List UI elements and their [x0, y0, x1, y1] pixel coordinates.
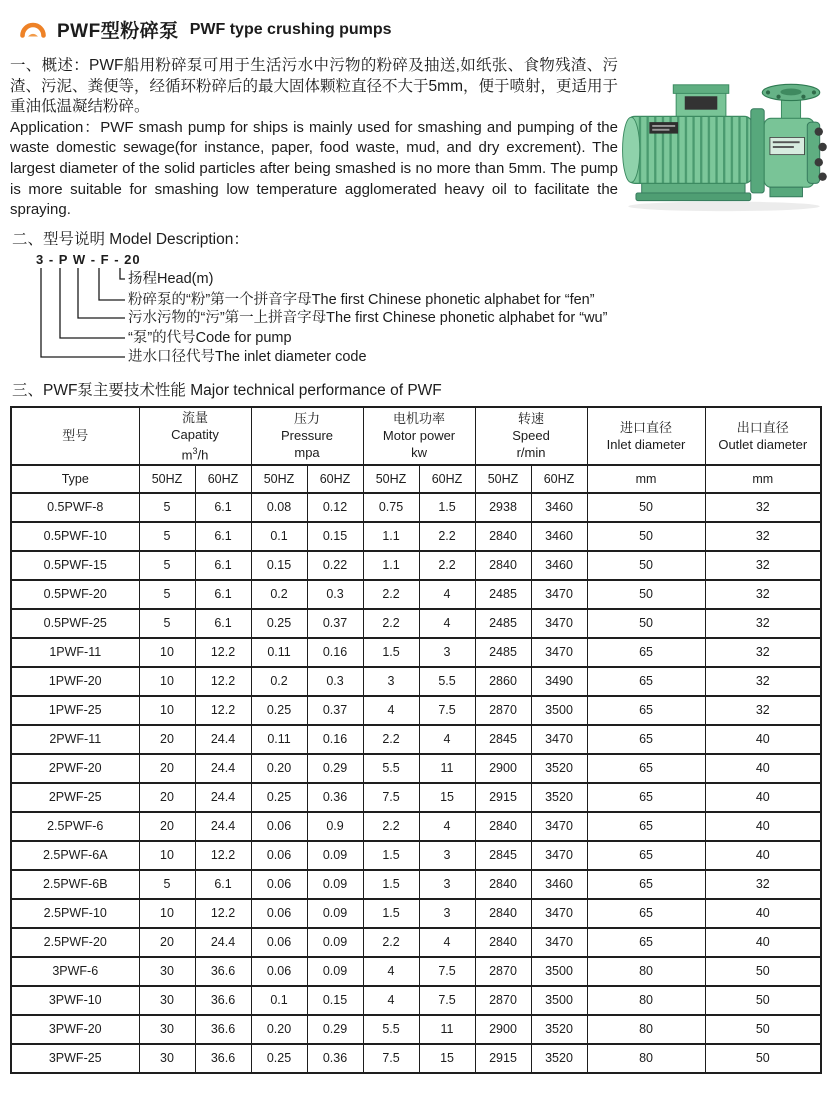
- unit-mm: mm: [587, 465, 705, 493]
- spec-cell: 0.16: [307, 725, 363, 754]
- spec-cell: 0.3: [307, 667, 363, 696]
- spec-cell: 5: [139, 522, 195, 551]
- spec-cell: 12.2: [195, 638, 251, 667]
- spec-cell: 11: [419, 754, 475, 783]
- spec-cell: 0.06: [251, 841, 307, 870]
- spec-cell: 50: [705, 957, 821, 986]
- spec-cell: 2938: [475, 493, 531, 522]
- col-type-label: Type: [11, 465, 139, 493]
- spec-cell: 50: [587, 522, 705, 551]
- hz-50: 50HZ: [363, 465, 419, 493]
- spec-cell: 1.5: [363, 841, 419, 870]
- spec-cell: 0.9: [307, 812, 363, 841]
- spec-cell: 36.6: [195, 957, 251, 986]
- spec-cell: 10: [139, 638, 195, 667]
- spec-cell: 2.2: [363, 812, 419, 841]
- spec-cell: 7.5: [363, 783, 419, 812]
- spec-cell: 2840: [475, 522, 531, 551]
- spec-cell: 1.5: [363, 870, 419, 899]
- spec-cell: 3: [419, 870, 475, 899]
- spec-cell: 2860: [475, 667, 531, 696]
- spec-cell: 30: [139, 1015, 195, 1044]
- col-motor-power: 电机功率 Motor power kw: [363, 407, 475, 465]
- spec-cell: 3520: [531, 783, 587, 812]
- spec-cell: 0.2: [251, 667, 307, 696]
- spec-cell: 6.1: [195, 870, 251, 899]
- table-row: [11, 522, 821, 551]
- spec-cell: 2870: [475, 957, 531, 986]
- model-label-inlet: 进水口径代号The inlet diameter code: [128, 348, 367, 365]
- spec-cell: 1.1: [363, 522, 419, 551]
- spec-cell: 7.5: [363, 1044, 419, 1073]
- spec-cell: 65: [587, 754, 705, 783]
- spec-cell: 5: [139, 493, 195, 522]
- spec-cell: 32: [705, 580, 821, 609]
- overview-paragraph-en: Application：PWF smash pump for ships is mainly used for smashing and pumping of the waste domestic sewage(for instance, paper, food waste, mud, and dry excrement). The largest diameter of the solid particles after being smashed is no more than 5mm. The pump is more suitable for smashing low temperature agglomerated heavy oil to facilitate the spraying.: [10, 118, 618, 219]
- spec-cell: 32: [705, 667, 821, 696]
- spec-cell: 0.11: [251, 725, 307, 754]
- model-cell: 3PWF-10: [11, 986, 139, 1015]
- col-inlet-diameter: 进口直径 Inlet diameter: [587, 407, 705, 465]
- model-code: 3 - P W - F - 20: [36, 251, 141, 267]
- spec-cell: 0.12: [307, 493, 363, 522]
- spec-cell: 4: [363, 986, 419, 1015]
- spec-cell: 4: [419, 812, 475, 841]
- model-cell: 2.5PWF-6A: [11, 841, 139, 870]
- spec-cell: 50: [705, 986, 821, 1015]
- spec-cell: 40: [705, 928, 821, 957]
- spec-cell: 0.2: [251, 580, 307, 609]
- spec-cell: 0.37: [307, 609, 363, 638]
- spec-cell: 0.06: [251, 957, 307, 986]
- col-outlet-diameter: 出口直径 Outlet diameter: [705, 407, 821, 465]
- spec-cell: 6.1: [195, 551, 251, 580]
- table-row: [11, 812, 821, 841]
- table-row: [11, 957, 821, 986]
- spec-cell: 2.2: [363, 928, 419, 957]
- spec-cell: 12.2: [195, 667, 251, 696]
- spec-cell: 20: [139, 812, 195, 841]
- spec-cell: 0.29: [307, 754, 363, 783]
- spec-cell: 80: [587, 957, 705, 986]
- table-row: [11, 551, 821, 580]
- spec-cell: 3470: [531, 812, 587, 841]
- spec-cell: 2.2: [363, 580, 419, 609]
- model-cell: 3PWF-6: [11, 957, 139, 986]
- header-row-groups: [11, 407, 821, 465]
- spec-cell: 0.20: [251, 1015, 307, 1044]
- unit-mm: mm: [705, 465, 821, 493]
- overview-paragraph-zh: 一、概述：PWF船用粉碎泵可用于生活污水中污物的粉碎及抽送,如纸张、食物残渣、污渣、污泥、粪便等，经循环粉碎后的最大固体颗粒直径不大于5mm，便于喷射，更适用于重油低温凝结粉碎。: [10, 57, 618, 116]
- spec-cell: 0.75: [363, 493, 419, 522]
- model-cell: 3PWF-25: [11, 1044, 139, 1073]
- table-row: [11, 609, 821, 638]
- table-row: [11, 1015, 821, 1044]
- spec-cell: 3490: [531, 667, 587, 696]
- model-code-diagram: [10, 252, 820, 370]
- spec-cell: 0.15: [307, 986, 363, 1015]
- spec-cell: 4: [419, 580, 475, 609]
- hz-60: 60HZ: [419, 465, 475, 493]
- spec-cell: 2845: [475, 725, 531, 754]
- spec-cell: 20: [139, 725, 195, 754]
- spec-cell: 2840: [475, 870, 531, 899]
- spec-cell: 0.06: [251, 928, 307, 957]
- spec-cell: 0.22: [307, 551, 363, 580]
- spec-cell: 24.4: [195, 754, 251, 783]
- table-row: [11, 667, 821, 696]
- spec-cell: 50: [587, 551, 705, 580]
- spec-cell: 40: [705, 783, 821, 812]
- model-label-head: 扬程Head(m): [128, 270, 214, 287]
- model-cell: 2.5PWF-6B: [11, 870, 139, 899]
- spec-cell: 40: [705, 899, 821, 928]
- page-title-en: PWF type crushing pumps: [189, 20, 392, 38]
- spec-cell: 20: [139, 754, 195, 783]
- spec-cell: 1.5: [363, 638, 419, 667]
- spec-cell: 6.1: [195, 609, 251, 638]
- spec-cell: 65: [587, 928, 705, 957]
- spec-cell: 4: [419, 928, 475, 957]
- spec-cell: 0.20: [251, 754, 307, 783]
- pump-photo: [618, 80, 830, 221]
- spec-cell: 50: [705, 1015, 821, 1044]
- model-cell: 2PWF-25: [11, 783, 139, 812]
- spec-cell: 2840: [475, 551, 531, 580]
- col-speed: 转速 Speed r/min: [475, 407, 587, 465]
- table-row: [11, 928, 821, 957]
- spec-cell: 7.5: [419, 696, 475, 725]
- spec-cell: 15: [419, 1044, 475, 1073]
- spec-cell: 5: [139, 580, 195, 609]
- spec-cell: 0.09: [307, 928, 363, 957]
- hz-60: 60HZ: [195, 465, 251, 493]
- spec-cell: 11: [419, 1015, 475, 1044]
- spec-cell: 65: [587, 638, 705, 667]
- spec-cell: 0.09: [307, 899, 363, 928]
- spec-cell: 2915: [475, 783, 531, 812]
- spec-cell: 3500: [531, 957, 587, 986]
- spec-cell: 36.6: [195, 986, 251, 1015]
- spec-cell: 50: [587, 493, 705, 522]
- spec-cell: 30: [139, 957, 195, 986]
- page-header: [10, 0, 820, 43]
- spec-cell: 24.4: [195, 783, 251, 812]
- spec-cell: 5: [139, 551, 195, 580]
- spec-cell: 30: [139, 986, 195, 1015]
- spec-cell: 32: [705, 522, 821, 551]
- overview-text: [10, 56, 618, 221]
- spec-cell: 15: [419, 783, 475, 812]
- table-row: [11, 493, 821, 522]
- hz-60: 60HZ: [531, 465, 587, 493]
- spec-cell: 2840: [475, 812, 531, 841]
- spec-cell: 3500: [531, 986, 587, 1015]
- spec-cell: 1.5: [363, 899, 419, 928]
- spec-cell: 3470: [531, 899, 587, 928]
- table-row: [11, 754, 821, 783]
- hz-50: 50HZ: [475, 465, 531, 493]
- spec-cell: 36.6: [195, 1015, 251, 1044]
- hz-50: 50HZ: [251, 465, 307, 493]
- header-row-units: [11, 465, 821, 493]
- spec-cell: 3470: [531, 928, 587, 957]
- model-cell: 2.5PWF-20: [11, 928, 139, 957]
- spec-cell: 2870: [475, 986, 531, 1015]
- page-title-zh: PWF型粉碎泵: [57, 21, 179, 42]
- spec-cell: 80: [587, 986, 705, 1015]
- spec-cell: 3470: [531, 580, 587, 609]
- hz-50: 50HZ: [139, 465, 195, 493]
- spec-cell: 40: [705, 812, 821, 841]
- spec-cell: 3460: [531, 522, 587, 551]
- spec-cell: 32: [705, 551, 821, 580]
- col-pressure: 压力 Pressure mpa: [251, 407, 363, 465]
- spec-cell: 24.4: [195, 812, 251, 841]
- spec-cell: 4: [363, 957, 419, 986]
- spec-cell: 2485: [475, 638, 531, 667]
- spec-cell: 0.25: [251, 1044, 307, 1073]
- spec-cell: 0.16: [307, 638, 363, 667]
- spec-cell: 3470: [531, 841, 587, 870]
- spec-cell: 80: [587, 1015, 705, 1044]
- spec-cell: 3: [419, 638, 475, 667]
- arc-logo-icon: [18, 19, 48, 41]
- spec-cell: 4: [419, 725, 475, 754]
- hz-60: 60HZ: [307, 465, 363, 493]
- spec-cell: 0.37: [307, 696, 363, 725]
- spec-cell: 0.08: [251, 493, 307, 522]
- model-cell: 0.5PWF-20: [11, 580, 139, 609]
- spec-cell: 5.5: [363, 1015, 419, 1044]
- spec-cell: 2900: [475, 1015, 531, 1044]
- spec-cell: 2900: [475, 754, 531, 783]
- spec-cell: 32: [705, 696, 821, 725]
- spec-cell: 40: [705, 754, 821, 783]
- spec-cell: 0.11: [251, 638, 307, 667]
- model-cell: 0.5PWF-15: [11, 551, 139, 580]
- spec-cell: 3: [419, 899, 475, 928]
- spec-cell: 12.2: [195, 841, 251, 870]
- overview-section: [10, 56, 820, 221]
- spec-cell: 2870: [475, 696, 531, 725]
- table-row: [11, 783, 821, 812]
- spec-cell: 5.5: [419, 667, 475, 696]
- spec-cell: 3460: [531, 493, 587, 522]
- spec-cell: 0.1: [251, 986, 307, 1015]
- spec-cell: 2485: [475, 580, 531, 609]
- spec-cell: 0.25: [251, 696, 307, 725]
- table-row: [11, 1044, 821, 1073]
- model-cell: 2.5PWF-6: [11, 812, 139, 841]
- spec-cell: 32: [705, 870, 821, 899]
- spec-cell: 32: [705, 493, 821, 522]
- spec-cell: 3470: [531, 725, 587, 754]
- spec-cell: 50: [587, 609, 705, 638]
- spec-cell: 4: [363, 696, 419, 725]
- spec-table: [10, 406, 822, 1074]
- table-row: [11, 899, 821, 928]
- spec-cell: 10: [139, 899, 195, 928]
- spec-cell: 80: [587, 1044, 705, 1073]
- spec-cell: 3470: [531, 609, 587, 638]
- spec-cell: 3470: [531, 638, 587, 667]
- spec-cell: 36.6: [195, 1044, 251, 1073]
- model-description-heading: 二、型号说明 Model Description：: [12, 230, 249, 248]
- spec-cell: 2.2: [363, 609, 419, 638]
- spec-cell: 12.2: [195, 696, 251, 725]
- spec-cell: 50: [705, 1044, 821, 1073]
- spec-cell: 6.1: [195, 493, 251, 522]
- spec-cell: 5.5: [363, 754, 419, 783]
- model-cell: 1PWF-11: [11, 638, 139, 667]
- spec-cell: 1.5: [419, 493, 475, 522]
- spec-cell: 65: [587, 725, 705, 754]
- table-row: [11, 841, 821, 870]
- model-cell: 3PWF-20: [11, 1015, 139, 1044]
- spec-cell: 3460: [531, 551, 587, 580]
- spec-cell: 40: [705, 841, 821, 870]
- spec-cell: 2.2: [363, 725, 419, 754]
- spec-cell: 2840: [475, 899, 531, 928]
- spec-cell: 0.09: [307, 841, 363, 870]
- spec-table-body: [11, 493, 821, 1073]
- spec-cell: 10: [139, 841, 195, 870]
- spec-cell: 65: [587, 841, 705, 870]
- spec-cell: 5: [139, 870, 195, 899]
- spec-cell: 65: [587, 696, 705, 725]
- model-label-fen: 粉碎泵的“粉”第一个拼音字母The first Chinese phonetic alphabet for “fen”: [128, 291, 595, 308]
- spec-cell: 2485: [475, 609, 531, 638]
- model-cell: 1PWF-25: [11, 696, 139, 725]
- spec-cell: 4: [419, 609, 475, 638]
- table-row: [11, 580, 821, 609]
- col-model: 型号: [11, 407, 139, 465]
- spec-cell: 50: [587, 580, 705, 609]
- table-row: [11, 986, 821, 1015]
- table-row: [11, 870, 821, 899]
- spec-cell: 3520: [531, 754, 587, 783]
- spec-cell: 7.5: [419, 957, 475, 986]
- spec-cell: 3: [363, 667, 419, 696]
- spec-cell: 65: [587, 870, 705, 899]
- spec-cell: 24.4: [195, 725, 251, 754]
- spec-cell: 0.1: [251, 522, 307, 551]
- spec-cell: 30: [139, 1044, 195, 1073]
- spec-cell: 2845: [475, 841, 531, 870]
- spec-cell: 0.15: [307, 522, 363, 551]
- spec-cell: 6.1: [195, 580, 251, 609]
- spec-cell: 0.09: [307, 957, 363, 986]
- spec-cell: 65: [587, 812, 705, 841]
- table-row: [11, 696, 821, 725]
- model-cell: 2PWF-11: [11, 725, 139, 754]
- spec-cell: 40: [705, 725, 821, 754]
- model-cell: 1PWF-20: [11, 667, 139, 696]
- model-label-wu: 污水污物的“污”第一上拼音字母The first Chinese phonetic alphabet for “wu”: [128, 309, 608, 326]
- spec-cell: 0.06: [251, 870, 307, 899]
- spec-cell: 20: [139, 783, 195, 812]
- spec-cell: 65: [587, 899, 705, 928]
- spec-cell: 0.06: [251, 812, 307, 841]
- spec-cell: 2.2: [419, 522, 475, 551]
- model-cell: 0.5PWF-10: [11, 522, 139, 551]
- spec-cell: 0.25: [251, 783, 307, 812]
- spec-cell: 65: [587, 667, 705, 696]
- model-cell: 2.5PWF-10: [11, 899, 139, 928]
- table-row: [11, 725, 821, 754]
- model-cell: 2PWF-20: [11, 754, 139, 783]
- spec-cell: 0.29: [307, 1015, 363, 1044]
- spec-cell: 32: [705, 609, 821, 638]
- spec-cell: 0.36: [307, 1044, 363, 1073]
- spec-cell: 3500: [531, 696, 587, 725]
- spec-cell: 20: [139, 928, 195, 957]
- col-capacity: 流量 Capatity $m^3/h$: [139, 407, 251, 465]
- spec-cell: 2915: [475, 1044, 531, 1073]
- spec-cell: 10: [139, 667, 195, 696]
- spec-cell: 0.36: [307, 783, 363, 812]
- spec-cell: 10: [139, 696, 195, 725]
- spec-cell: 0.06: [251, 899, 307, 928]
- spec-cell: 0.25: [251, 609, 307, 638]
- performance-heading: 三、PWF泵主要技术性能 Major technical performance of PWF: [12, 381, 442, 399]
- table-row: [11, 638, 821, 667]
- model-label-pump: “泵”的代号Code for pump: [128, 329, 292, 346]
- spec-cell: 2.2: [419, 551, 475, 580]
- spec-cell: 0.15: [251, 551, 307, 580]
- spec-cell: 1.1: [363, 551, 419, 580]
- spec-cell: 3460: [531, 870, 587, 899]
- spec-cell: 3520: [531, 1015, 587, 1044]
- model-cell: 0.5PWF-8: [11, 493, 139, 522]
- spec-cell: 5: [139, 609, 195, 638]
- spec-cell: 6.1: [195, 522, 251, 551]
- model-cell: 0.5PWF-25: [11, 609, 139, 638]
- spec-cell: 0.3: [307, 580, 363, 609]
- spec-cell: 24.4: [195, 928, 251, 957]
- spec-cell: 7.5: [419, 986, 475, 1015]
- spec-cell: 12.2: [195, 899, 251, 928]
- spec-cell: 3520: [531, 1044, 587, 1073]
- spec-cell: 0.09: [307, 870, 363, 899]
- spec-cell: 65: [587, 783, 705, 812]
- spec-cell: 2840: [475, 928, 531, 957]
- spec-cell: 3: [419, 841, 475, 870]
- spec-cell: 32: [705, 638, 821, 667]
